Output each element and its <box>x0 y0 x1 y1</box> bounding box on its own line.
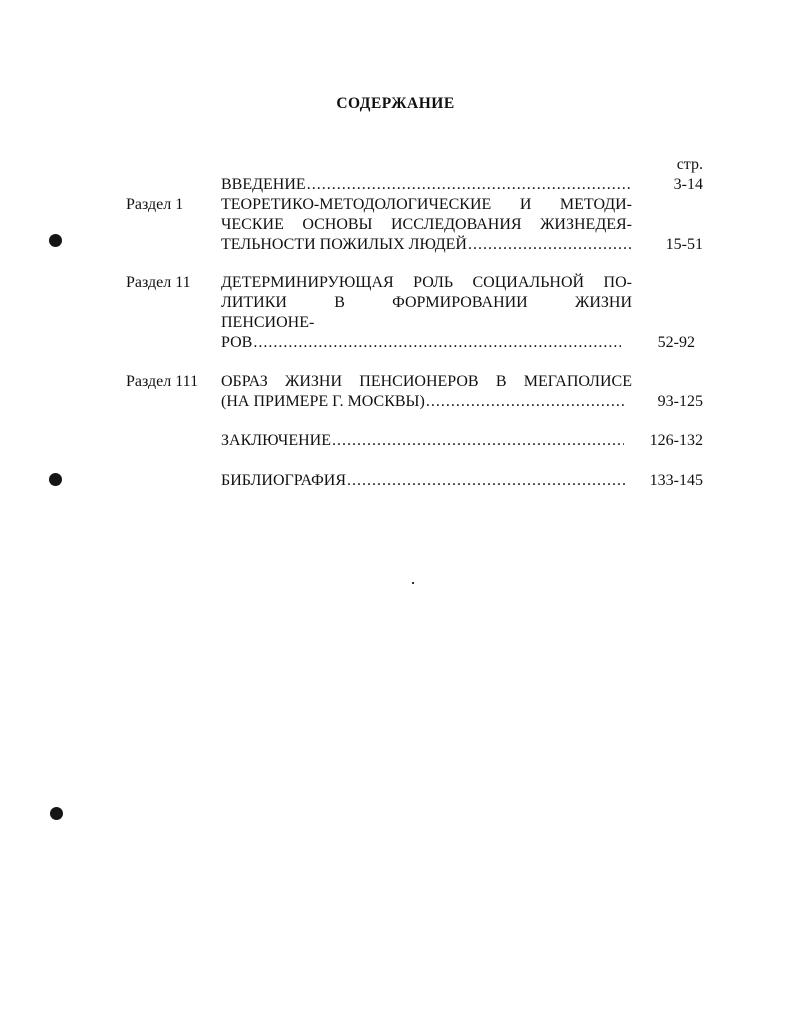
toc-entry-title: РОВ <box>221 334 253 351</box>
dot-leader <box>253 333 621 352</box>
toc-entry-title: ТЕЛЬНОСТИ ПОЖИЛЫХ ЛЮДЕЙ <box>221 236 467 253</box>
toc-entry-bibliography[interactable] <box>221 471 626 490</box>
section-label: Раздел 1 <box>126 196 184 213</box>
punch-hole-icon <box>49 473 62 486</box>
toc-entry-line[interactable]: ДЕТЕРМИНИРУЮЩАЯ РОЛЬ СОЦИАЛЬНОЙ ПО- <box>221 274 632 291</box>
dot-leader <box>347 471 626 490</box>
section-label: Раздел 11 <box>126 274 191 291</box>
toc-entry-title: ЗАКЛЮЧЕНИЕ <box>221 432 331 449</box>
toc-entry-line[interactable] <box>221 235 632 254</box>
dot-leader <box>468 235 632 254</box>
punch-hole-icon <box>49 234 62 247</box>
toc-entry-title: БИБЛИОГРАФИЯ <box>221 472 347 489</box>
toc-entry-line[interactable]: ЧЕСКИЕ ОСНОВЫ ИССЛЕДОВАНИЯ ЖИЗНЕДЕЯ- <box>221 216 632 233</box>
dot-leader <box>426 392 626 411</box>
page-column-header: стр. <box>676 156 703 173</box>
toc-entry-pages: 52-92 <box>657 334 695 351</box>
toc-entry-line[interactable]: ЛИТИКИ В ФОРМИРОВАНИИ ЖИЗНИ <box>221 294 632 311</box>
dot-leader <box>332 431 624 450</box>
toc-entry-pages: 126-132 <box>649 432 703 449</box>
toc-entry-title: ВВЕДЕНИЕ <box>221 176 306 193</box>
toc-entry-pages: 15-51 <box>665 236 703 253</box>
speck <box>412 582 414 584</box>
toc-entry-conclusion[interactable] <box>221 431 624 450</box>
toc-entry-pages: 93-125 <box>657 393 703 410</box>
page-title: СОДЕРЖАНИЕ <box>336 95 455 112</box>
toc-entry-pages: 133-145 <box>649 472 703 489</box>
toc-entry-line[interactable] <box>221 333 621 352</box>
toc-entry-title: (НА ПРИМЕРЕ Г. МОСКВЫ) <box>221 393 425 410</box>
dot-leader <box>307 175 632 194</box>
toc-entry-introduction[interactable] <box>221 175 632 194</box>
toc-entry-line[interactable]: ТЕОРЕТИКО-МЕТОДОЛОГИЧЕСКИЕ И МЕТОДИ- <box>221 196 632 213</box>
punch-hole-icon <box>50 807 63 820</box>
toc-entry-pages: 3-14 <box>673 176 703 193</box>
toc-entry-line[interactable]: ПЕНСИОНЕ- <box>221 314 315 331</box>
toc-entry-line[interactable] <box>221 392 626 411</box>
section-label: Раздел 111 <box>126 373 199 390</box>
toc-entry-line[interactable]: ОБРАЗ ЖИЗНИ ПЕНСИОНЕРОВ В МЕГАПОЛИСЕ <box>221 373 632 390</box>
